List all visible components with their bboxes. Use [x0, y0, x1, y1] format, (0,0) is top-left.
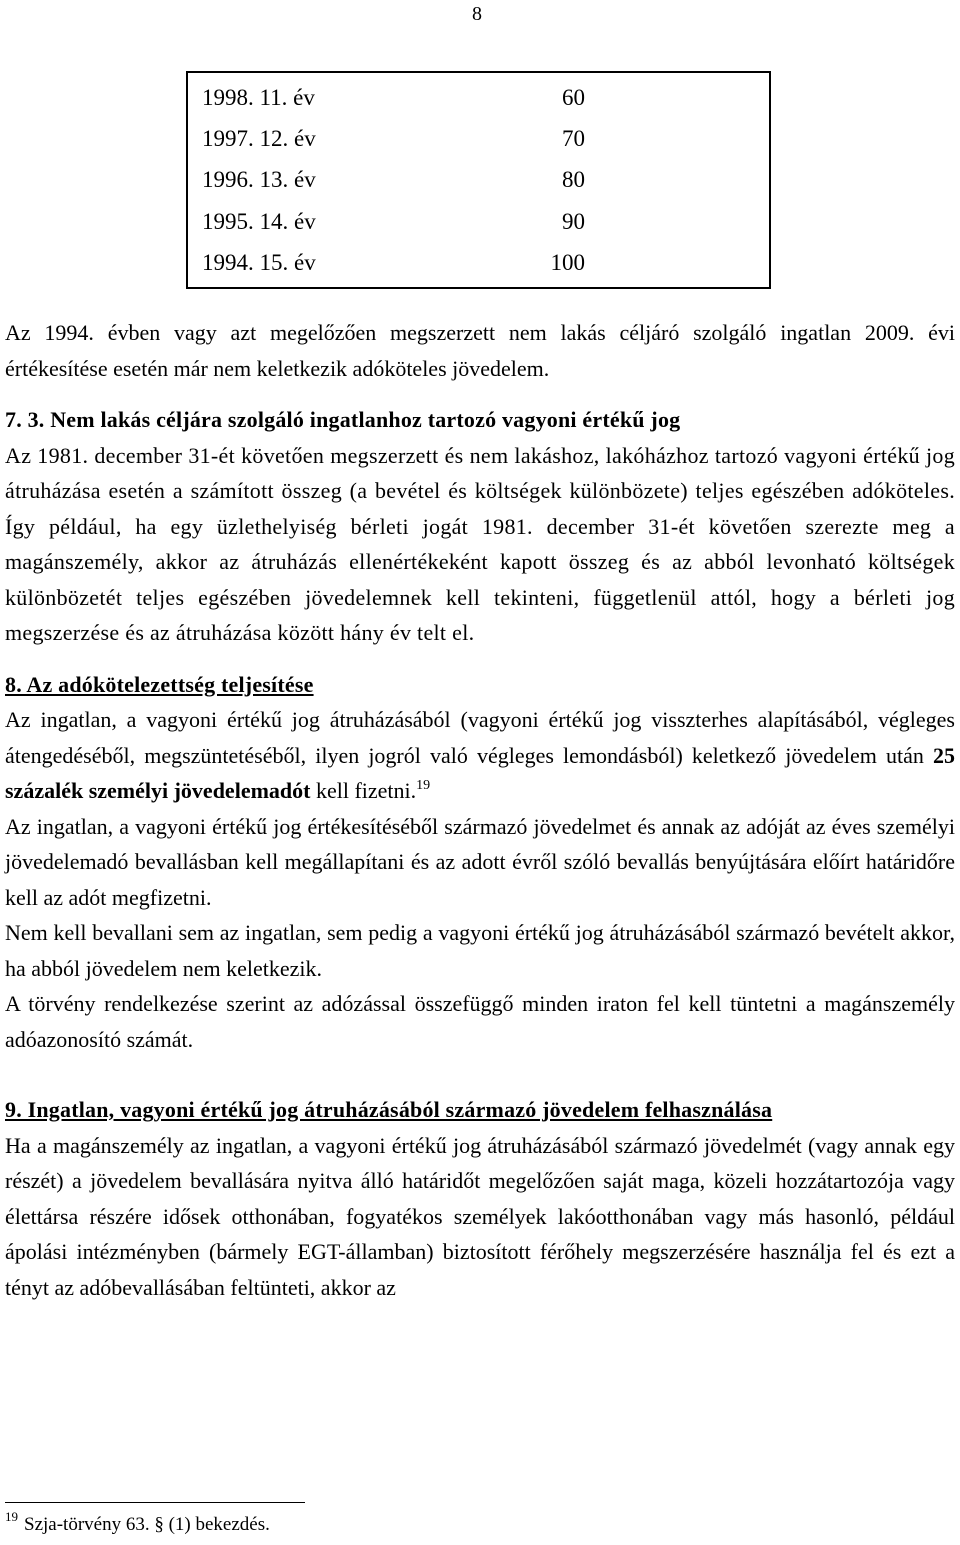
table-row — [187, 72, 770, 118]
table-cell-value: 80 — [562, 167, 585, 193]
section-9-body: Ha a magánszemély az ingatlan, a vagyoni értékű jog átruházásából származó jövedelmét (vagy annak egy részét) a jövedelem bevallására nyitva álló határidőt megelőzően saját maga, közeli hozzátartozója vagy élettársa részére idősek otthonában, fogyatékos személyek lakóotthonában vagy más hasonló, például ápolási intézményben (bármely EGT-államban) biztosított férőhely megszerzésére használja fel és ezt a tényt az adóbevallásában feltünteti, akkor az — [5, 1132, 955, 1300]
table-row — [187, 118, 770, 159]
table-cell-year: 1998. 11. év — [202, 85, 315, 111]
footnote-divider — [5, 1502, 305, 1503]
table-cell-year: 1994. 15. év — [202, 249, 316, 275]
section-8-paragraph-4: A törvény rendelkezése szerint az adózással összefüggő minden iraton fel kell tüntetni a magánszemély adóazonosító számát. — [5, 991, 955, 1052]
section-7-3-heading: 7. 3. Nem lakás céljára szolgáló ingatlanhoz tartozó vagyoni értékű jog — [5, 407, 681, 432]
section-8-heading: 8. Az adókötelezettség teljesítése — [5, 671, 314, 697]
footnote-reference[interactable]: 19 — [416, 778, 431, 793]
table-cell-year: 1995. 14. év — [202, 208, 316, 234]
table-row — [187, 242, 770, 288]
section-7-3-body: Az 1981. december 31-ét követően megszerzett és nem lakáshoz, lakóházhoz tartozó vagyoni értékű jog átruházása esetén a számított összeg (a bevétel és költségek különbözete) teljes egészében adóköteles. Így például, ha egy üzlethelyiség bérleti jogát 1981. december 31-ét követően szerezte meg a magánszemély, akkor az átruházás ellenértékeként kapott összeg és az abból levonható költségek különbözetét teljes egészében jövedelemnek kell tekinteni, függetlenül attól, hogy a bérleti jog megszerzése és az átruházása között hány év telt el. — [5, 442, 955, 645]
table-cell-value: 100 — [550, 249, 585, 275]
footnote — [5, 1509, 270, 1538]
section-9-heading: 9. Ingatlan, vagyoni értékű jog átruházásából származó jövedelem felhasználása — [5, 1097, 773, 1122]
section-8-p1-start: Az ingatlan, a vagyoni értékű jog átruházásából (vagyoni értékű jog visszterhes alapításából, végleges átengedéséből, megszüntetéséből, ilyen jogról való végleges lemondásból) keletkező jövedelem után — [5, 707, 955, 768]
table-cell-value: 90 — [562, 208, 585, 234]
paragraph-after-table: Az 1994. évben vagy azt megelőzően megszerzett nem lakás céljáró szolgáló ingatlan 2009. évi értékesítése esetén már nem keletkezik adóköteles jövedelem. — [5, 320, 955, 381]
table-row — [187, 201, 770, 242]
table-cell-value: 60 — [562, 85, 585, 111]
table-cell-value: 70 — [562, 126, 585, 152]
document-body — [5, 315, 955, 1305]
table-cell-year: 1996. 13. év — [202, 167, 316, 193]
year-rate-table — [186, 71, 771, 289]
table-cell-year: 1997. 12. év — [202, 126, 316, 152]
footnote-number: 19 — [5, 1509, 18, 1524]
page-number: 8 — [472, 3, 482, 25]
section-8-p1-bold: 25 százalék személyi jövedelemadót — [5, 742, 955, 803]
section-8-paragraph-1 — [5, 702, 955, 809]
table-row — [187, 159, 770, 200]
section-8-paragraph-2: Az ingatlan, a vagyoni értékű jog értékesítéséből származó jövedelmet és annak az adóját az éves személyi jövedelemadó bevallásban kell megállapítani és az adott évről szóló bevallás benyújtására előírt határidőre kell az adót megfizetni. — [5, 813, 955, 910]
section-8-p1-end: kell fizetni. — [310, 778, 417, 803]
section-8-paragraph-3: Nem kell bevallani sem az ingatlan, sem pedig a vagyoni értékű jog átruházásából származó bevételt akkor, ha abból jövedelem nem keletkezik. — [5, 920, 955, 981]
footnote-text: Szja-törvény 63. § (1) bekezdés. — [24, 1514, 270, 1535]
